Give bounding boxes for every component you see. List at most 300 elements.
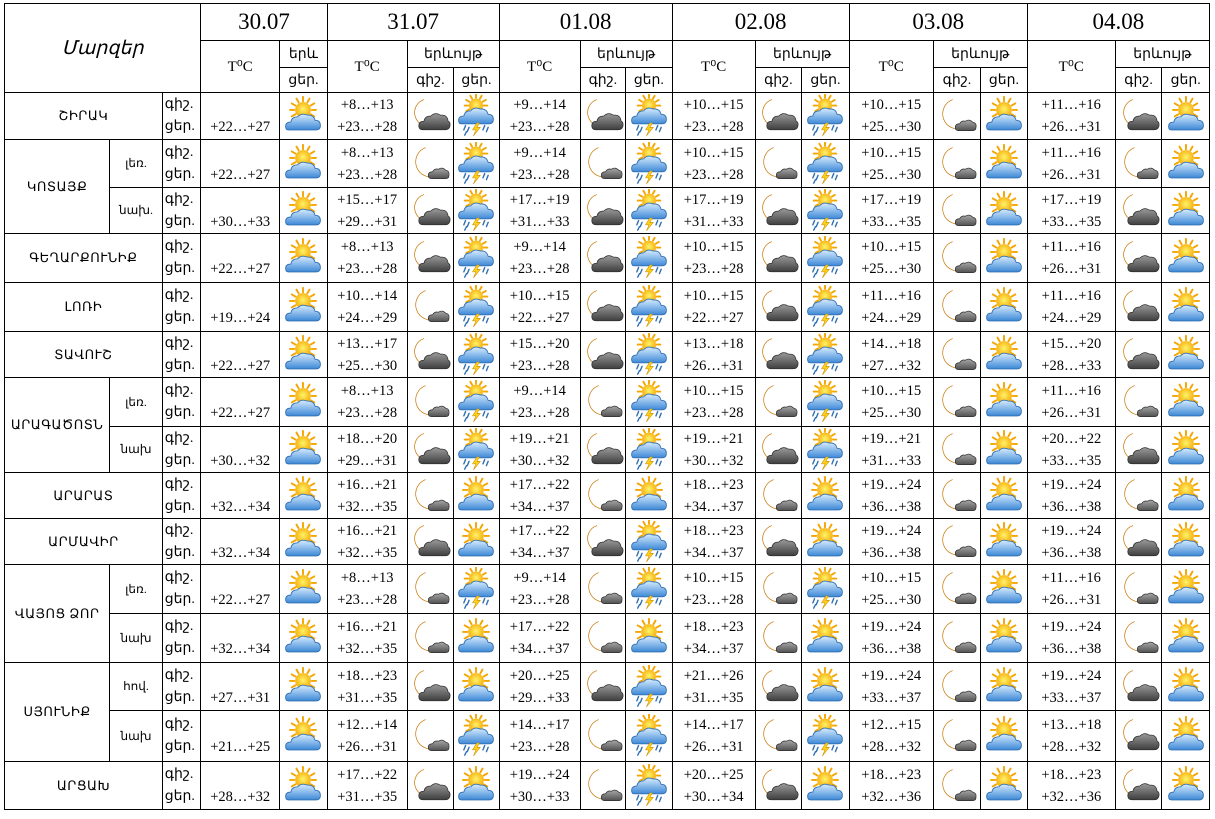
temp-cell xyxy=(672,283,755,332)
night-temp: +10…+15 xyxy=(683,144,744,161)
sun-cloud-icon xyxy=(454,473,500,519)
night-day-labels xyxy=(162,427,200,473)
sun-cloud-icon xyxy=(280,234,328,283)
temp-cell xyxy=(849,283,933,332)
night-temp: +8…+13 xyxy=(340,383,394,399)
night-day-labels xyxy=(162,519,200,565)
night-day-labels xyxy=(162,378,200,427)
temp-cell xyxy=(849,93,933,140)
night-cloudy-icon xyxy=(580,188,626,234)
night-temp: +12…+14 xyxy=(337,717,398,733)
temp-cell xyxy=(499,614,580,663)
temp-cell xyxy=(327,140,407,188)
day-temp: +32…+35 xyxy=(337,544,398,561)
day-temp: +36…+38 xyxy=(861,544,922,561)
night-label: գիշ. xyxy=(164,288,194,303)
day-temp: +22…+27 xyxy=(210,166,271,183)
day-subheader: ցեր. xyxy=(280,68,328,93)
night-cloudy-icon xyxy=(755,762,802,810)
night-moon-icon xyxy=(755,473,802,519)
temp-cell xyxy=(201,332,280,378)
night-cloudy-icon xyxy=(755,332,802,378)
night-moon-icon xyxy=(755,711,802,762)
night-cloudy-icon xyxy=(755,234,802,283)
night-temp: +15…+20 xyxy=(509,335,570,352)
night-cloudy-icon xyxy=(1115,332,1162,378)
night-temp: +19…+21 xyxy=(683,430,744,447)
sun-storm-icon xyxy=(802,140,850,188)
night-cloudy-icon xyxy=(1115,519,1162,565)
night-moon-icon xyxy=(580,140,626,188)
temp-cell xyxy=(1027,519,1115,565)
sun-cloud-icon xyxy=(981,283,1028,332)
sun-cloud-icon xyxy=(981,762,1028,810)
night-moon-icon xyxy=(1115,565,1162,614)
day-temp: +31…+35 xyxy=(337,788,398,805)
sun-cloud-icon xyxy=(280,519,328,565)
night-temp: +18…+20 xyxy=(337,430,398,447)
temp-cell xyxy=(1027,711,1115,762)
temp-cell xyxy=(327,188,407,234)
night-moon-icon xyxy=(580,762,626,810)
day-subheader: ցեր. xyxy=(454,68,500,93)
night-temp: +13…+18 xyxy=(1041,717,1102,733)
temp-cell xyxy=(201,140,280,188)
night-temp: +10…+15 xyxy=(683,239,744,255)
sun-cloud-icon xyxy=(981,234,1028,283)
temp-cell xyxy=(849,332,933,378)
night-temp: +20…+22 xyxy=(1041,430,1102,447)
temp-cell xyxy=(849,140,933,188)
temp-cell xyxy=(327,378,407,427)
night-moon-icon xyxy=(407,565,454,614)
sun-cloud-icon xyxy=(280,140,328,188)
day-temp: +29…+33 xyxy=(509,689,570,706)
night-day-labels xyxy=(162,332,200,378)
date-header-5: 04.08 xyxy=(1027,4,1209,41)
region-name: ՎԱՅՈՑ ՁՈՐ xyxy=(5,565,110,663)
sun-storm-icon xyxy=(802,188,850,234)
day-temp: +23…+28 xyxy=(509,592,570,608)
day-temp: +19…+24 xyxy=(210,310,271,326)
day-label: ցեր. xyxy=(164,641,195,656)
table-row xyxy=(5,519,1210,565)
day-temp: +23…+28 xyxy=(683,261,744,277)
sun-cloud-icon xyxy=(1162,565,1210,614)
temp-cell xyxy=(672,427,755,473)
day-temp: +26…+31 xyxy=(1041,119,1102,135)
day-temp: +26…+31 xyxy=(683,739,744,755)
day-temp: +36…+38 xyxy=(1041,641,1102,657)
night-cloudy-icon xyxy=(580,332,626,378)
night-label: գիշ. xyxy=(164,430,194,446)
temp-cell xyxy=(201,711,280,762)
temp-cell xyxy=(327,614,407,663)
subregion-label: նախ xyxy=(110,427,163,473)
sun-cloud-icon xyxy=(1162,332,1210,378)
sun-storm-icon xyxy=(626,565,673,614)
night-cloudy-icon xyxy=(580,663,626,711)
day-temp: +34…+37 xyxy=(509,641,570,657)
temp-cell xyxy=(672,565,755,614)
day-temp: +25…+30 xyxy=(861,261,922,277)
temp-cell xyxy=(1027,565,1115,614)
night-moon-icon xyxy=(755,614,802,663)
night-cloudy-icon xyxy=(1115,234,1162,283)
temp-cell xyxy=(849,234,933,283)
region-name: ՍՅՈՒՆԻՔ xyxy=(5,663,110,762)
night-temp: +9…+14 xyxy=(513,144,566,161)
night-cloudy-icon xyxy=(407,762,454,810)
day-temp: +23…+28 xyxy=(337,119,398,135)
sun-cloud-icon xyxy=(1162,234,1210,283)
day-temp: +34…+37 xyxy=(683,498,744,515)
day-temp: +23…+28 xyxy=(509,261,570,277)
night-moon-icon xyxy=(407,473,454,519)
temp-cell xyxy=(201,234,280,283)
night-label: գիշ. xyxy=(164,570,194,585)
night-cloudy-icon xyxy=(407,93,454,140)
day-temp: +31…+35 xyxy=(683,689,744,706)
night-moon-icon xyxy=(580,614,626,663)
temp-cell xyxy=(499,711,580,762)
night-subheader: գիշ. xyxy=(755,68,802,93)
night-moon-icon xyxy=(933,663,981,711)
region-name: ԱՐՑԱԽ xyxy=(5,762,163,810)
day-temp: +23…+28 xyxy=(683,166,744,183)
night-temp: +10…+15 xyxy=(683,97,744,113)
sun-storm-icon xyxy=(802,283,850,332)
temp-cell xyxy=(1027,614,1115,663)
sun-cloud-icon xyxy=(1162,378,1210,427)
sun-cloud-icon xyxy=(981,140,1028,188)
region-name: ԳԵՂԱՐՔՈՒՆԻՔ xyxy=(5,234,163,283)
night-temp: +8…+13 xyxy=(340,97,394,113)
night-label: գիշ. xyxy=(164,144,194,160)
night-moon-icon xyxy=(755,378,802,427)
night-label: գիշ. xyxy=(164,717,194,732)
night-label: գիշ. xyxy=(164,239,194,254)
sun-storm-icon xyxy=(802,711,850,762)
sun-cloud-icon xyxy=(280,663,328,711)
table-row xyxy=(5,614,1210,663)
night-moon-icon xyxy=(933,519,981,565)
temp-cell xyxy=(201,93,280,140)
region-name: ԱՐԱՐԱՏ xyxy=(5,473,163,519)
region-name: ԿՈՏԱՅՔ xyxy=(5,140,110,234)
day-temp: +32…+34 xyxy=(210,544,271,561)
night-temp: +13…+17 xyxy=(337,335,398,352)
day-temp: +26…+31 xyxy=(683,357,744,374)
day-temp: +23…+28 xyxy=(683,119,744,135)
night-label: գիշ. xyxy=(164,335,194,351)
night-label: գիշ. xyxy=(164,383,194,398)
night-temp: +20…+25 xyxy=(683,766,744,783)
temp-cell xyxy=(1027,332,1115,378)
night-cloudy-icon xyxy=(755,519,802,565)
night-label: գիշ. xyxy=(164,476,194,492)
day-temp: +34…+37 xyxy=(509,544,570,561)
night-temp: +17…+22 xyxy=(509,522,570,539)
sun-storm-icon xyxy=(626,663,673,711)
night-temp: +14…+17 xyxy=(683,717,744,733)
temp-cell xyxy=(849,378,933,427)
day-temp: +26…+31 xyxy=(1041,261,1102,277)
night-day-labels xyxy=(162,711,200,762)
sun-cloud-icon xyxy=(1162,93,1210,140)
day-temp: +34…+37 xyxy=(509,498,570,515)
temp-cell xyxy=(201,427,280,473)
temp-cell xyxy=(201,283,280,332)
temp-cell xyxy=(499,519,580,565)
night-temp: +17…+19 xyxy=(861,191,922,208)
sun-storm-icon xyxy=(454,188,500,234)
night-label: գիշ. xyxy=(164,619,194,634)
night-cloudy-icon xyxy=(755,427,802,473)
sun-cloud-icon xyxy=(981,565,1028,614)
sun-cloud-icon xyxy=(1162,614,1210,663)
subregion-label: լեռ. xyxy=(110,140,163,188)
night-cloudy-icon xyxy=(1115,711,1162,762)
temp-cell xyxy=(672,473,755,519)
regions-header: Մարզեր xyxy=(5,4,201,93)
phenomenon-header: երևույթ xyxy=(1115,41,1209,68)
day-subheader: ցեր. xyxy=(1162,68,1210,93)
temp-cell xyxy=(327,519,407,565)
night-temp: +17…+19 xyxy=(1041,191,1102,208)
table-row xyxy=(5,762,1210,810)
sun-storm-icon xyxy=(454,565,500,614)
night-temp: +10…+15 xyxy=(509,288,570,304)
temp-cell xyxy=(327,473,407,519)
night-day-labels xyxy=(162,565,200,614)
temp-cell xyxy=(499,332,580,378)
day-temp: +36…+38 xyxy=(861,498,922,515)
night-temp: +17…+22 xyxy=(509,476,570,493)
night-temp: +8…+13 xyxy=(340,144,394,161)
night-label: գիշ. xyxy=(164,766,194,782)
sun-cloud-icon xyxy=(1162,283,1210,332)
sun-cloud-icon xyxy=(280,188,328,234)
temp-cell xyxy=(327,332,407,378)
day-temp: +34…+37 xyxy=(683,544,744,561)
temp-cell xyxy=(849,188,933,234)
temp-header: T⁰C xyxy=(499,41,580,93)
night-cloudy-icon xyxy=(580,283,626,332)
night-temp: +10…+15 xyxy=(683,570,744,586)
night-moon-icon xyxy=(407,378,454,427)
day-temp: +27…+31 xyxy=(210,689,271,706)
day-temp: +26…+31 xyxy=(1041,405,1102,421)
night-temp: +14…+17 xyxy=(509,717,570,733)
night-temp: +18…+23 xyxy=(683,476,744,493)
night-temp: +18…+23 xyxy=(683,522,744,539)
night-temp: +14…+18 xyxy=(861,335,922,352)
night-moon-icon xyxy=(933,378,981,427)
phenomenon-header: երևույթ xyxy=(407,41,499,68)
day-temp: +30…+32 xyxy=(683,452,744,469)
temp-cell xyxy=(499,283,580,332)
night-label: գիշ. xyxy=(164,191,194,207)
temp-cell xyxy=(201,519,280,565)
day-temp: +23…+28 xyxy=(509,405,570,421)
night-cloudy-icon xyxy=(1115,93,1162,140)
sun-cloud-icon xyxy=(802,762,850,810)
night-day-labels xyxy=(162,188,200,234)
day-temp: +27…+32 xyxy=(861,357,922,374)
temp-cell xyxy=(1027,427,1115,473)
night-moon-icon xyxy=(933,711,981,762)
night-temp: +19…+24 xyxy=(1041,476,1102,493)
day-temp: +22…+27 xyxy=(210,405,271,421)
day-temp: +30…+33 xyxy=(509,788,570,805)
night-temp: +17…+19 xyxy=(683,191,744,208)
temp-cell xyxy=(849,519,933,565)
temp-cell xyxy=(672,614,755,663)
night-temp: +17…+22 xyxy=(509,619,570,635)
day-temp: +23…+28 xyxy=(509,119,570,135)
sun-cloud-icon xyxy=(1162,427,1210,473)
night-moon-icon xyxy=(933,188,981,234)
night-temp: +9…+14 xyxy=(513,570,566,586)
day-label: ցեր. xyxy=(164,405,195,420)
day-temp: +21…+25 xyxy=(210,739,271,755)
day-temp: +25…+30 xyxy=(861,592,922,608)
table-row xyxy=(5,234,1210,283)
sun-storm-icon xyxy=(454,427,500,473)
temp-cell xyxy=(499,473,580,519)
temp-cell xyxy=(327,234,407,283)
day-label: ցեր. xyxy=(164,788,195,804)
table-row xyxy=(5,332,1210,378)
sun-cloud-icon xyxy=(1162,663,1210,711)
day-label: ցեր. xyxy=(164,357,195,373)
day-temp: +25…+30 xyxy=(337,357,398,374)
sun-storm-icon xyxy=(626,140,673,188)
day-temp: +31…+33 xyxy=(509,213,570,230)
night-temp: +19…+24 xyxy=(509,766,570,783)
sun-storm-icon xyxy=(802,378,850,427)
night-cloudy-icon xyxy=(755,93,802,140)
temp-cell xyxy=(1027,283,1115,332)
night-cloudy-icon xyxy=(580,519,626,565)
night-cloudy-icon xyxy=(1115,283,1162,332)
sun-cloud-icon xyxy=(981,427,1028,473)
night-temp: +18…+23 xyxy=(861,766,922,783)
temp-cell xyxy=(499,234,580,283)
night-temp: +9…+14 xyxy=(513,239,566,255)
sun-storm-icon xyxy=(626,378,673,427)
night-cloudy-icon xyxy=(407,663,454,711)
day-temp: +36…+38 xyxy=(1041,498,1102,515)
sun-cloud-icon xyxy=(454,663,500,711)
night-temp: +11…+16 xyxy=(861,288,921,304)
night-cloudy-icon xyxy=(407,234,454,283)
temp-cell xyxy=(499,140,580,188)
temp-cell xyxy=(201,614,280,663)
night-moon-icon xyxy=(407,140,454,188)
night-temp: +18…+23 xyxy=(683,619,744,635)
sun-cloud-icon xyxy=(280,565,328,614)
temp-cell xyxy=(672,93,755,140)
sun-cloud-icon xyxy=(280,711,328,762)
night-temp: +20…+25 xyxy=(509,667,570,684)
sun-storm-icon xyxy=(802,93,850,140)
sun-cloud-icon xyxy=(280,378,328,427)
night-temp: +19…+21 xyxy=(509,430,570,447)
temp-cell xyxy=(672,378,755,427)
night-cloudy-icon xyxy=(580,234,626,283)
sun-cloud-icon xyxy=(981,378,1028,427)
night-moon-icon xyxy=(755,140,802,188)
night-moon-icon xyxy=(580,378,626,427)
sun-cloud-icon xyxy=(981,332,1028,378)
sun-cloud-icon xyxy=(454,614,500,663)
night-cloudy-icon xyxy=(407,332,454,378)
night-temp: +18…+23 xyxy=(337,667,398,684)
day-temp: +32…+36 xyxy=(1041,788,1102,805)
sun-cloud-icon xyxy=(802,663,850,711)
sun-cloud-icon xyxy=(454,519,500,565)
night-moon-icon xyxy=(933,93,981,140)
sun-cloud-icon xyxy=(802,614,850,663)
sun-cloud-icon xyxy=(981,93,1028,140)
sun-cloud-icon xyxy=(1162,711,1210,762)
night-day-labels xyxy=(162,140,200,188)
day-temp: +32…+34 xyxy=(210,641,271,657)
region-name: ԱՐՄԱՎԻՐ xyxy=(5,519,163,565)
phenomenon-header: երևույթ xyxy=(580,41,672,68)
table-row xyxy=(5,663,1210,711)
day-temp: +30…+32 xyxy=(509,452,570,469)
day-temp: +22…+27 xyxy=(210,592,271,608)
date-header-0: 30.07 xyxy=(201,4,327,41)
day-label: ցեր. xyxy=(164,310,195,325)
night-temp: +15…+20 xyxy=(1041,335,1102,352)
night-cloudy-icon xyxy=(755,283,802,332)
date-header-2: 01.08 xyxy=(499,4,672,41)
temp-cell xyxy=(201,378,280,427)
day-temp: +22…+27 xyxy=(210,357,271,374)
temp-cell xyxy=(499,188,580,234)
night-moon-icon xyxy=(407,283,454,332)
table-row xyxy=(5,427,1210,473)
table-row xyxy=(5,565,1210,614)
table-row xyxy=(5,711,1210,762)
temp-cell xyxy=(672,711,755,762)
region-name: ԼՈՌԻ xyxy=(5,283,163,332)
night-temp: +11…+16 xyxy=(1041,570,1101,586)
night-temp: +15…+17 xyxy=(337,191,398,208)
temp-header: T⁰C xyxy=(327,41,407,93)
night-temp: +18…+23 xyxy=(1041,766,1102,783)
temp-cell xyxy=(672,762,755,810)
day-temp: +30…+32 xyxy=(210,452,271,469)
sun-cloud-icon xyxy=(981,711,1028,762)
temp-cell xyxy=(499,565,580,614)
temp-cell xyxy=(327,283,407,332)
table-row xyxy=(5,473,1210,519)
sun-storm-icon xyxy=(454,234,500,283)
temp-cell xyxy=(201,473,280,519)
night-cloudy-icon xyxy=(755,188,802,234)
sun-storm-icon xyxy=(454,332,500,378)
night-temp: +11…+16 xyxy=(1041,97,1101,113)
night-cloudy-icon xyxy=(580,93,626,140)
subregion-label: նախ. xyxy=(110,188,163,234)
sun-storm-icon xyxy=(626,188,673,234)
sun-cloud-icon xyxy=(1162,473,1210,519)
